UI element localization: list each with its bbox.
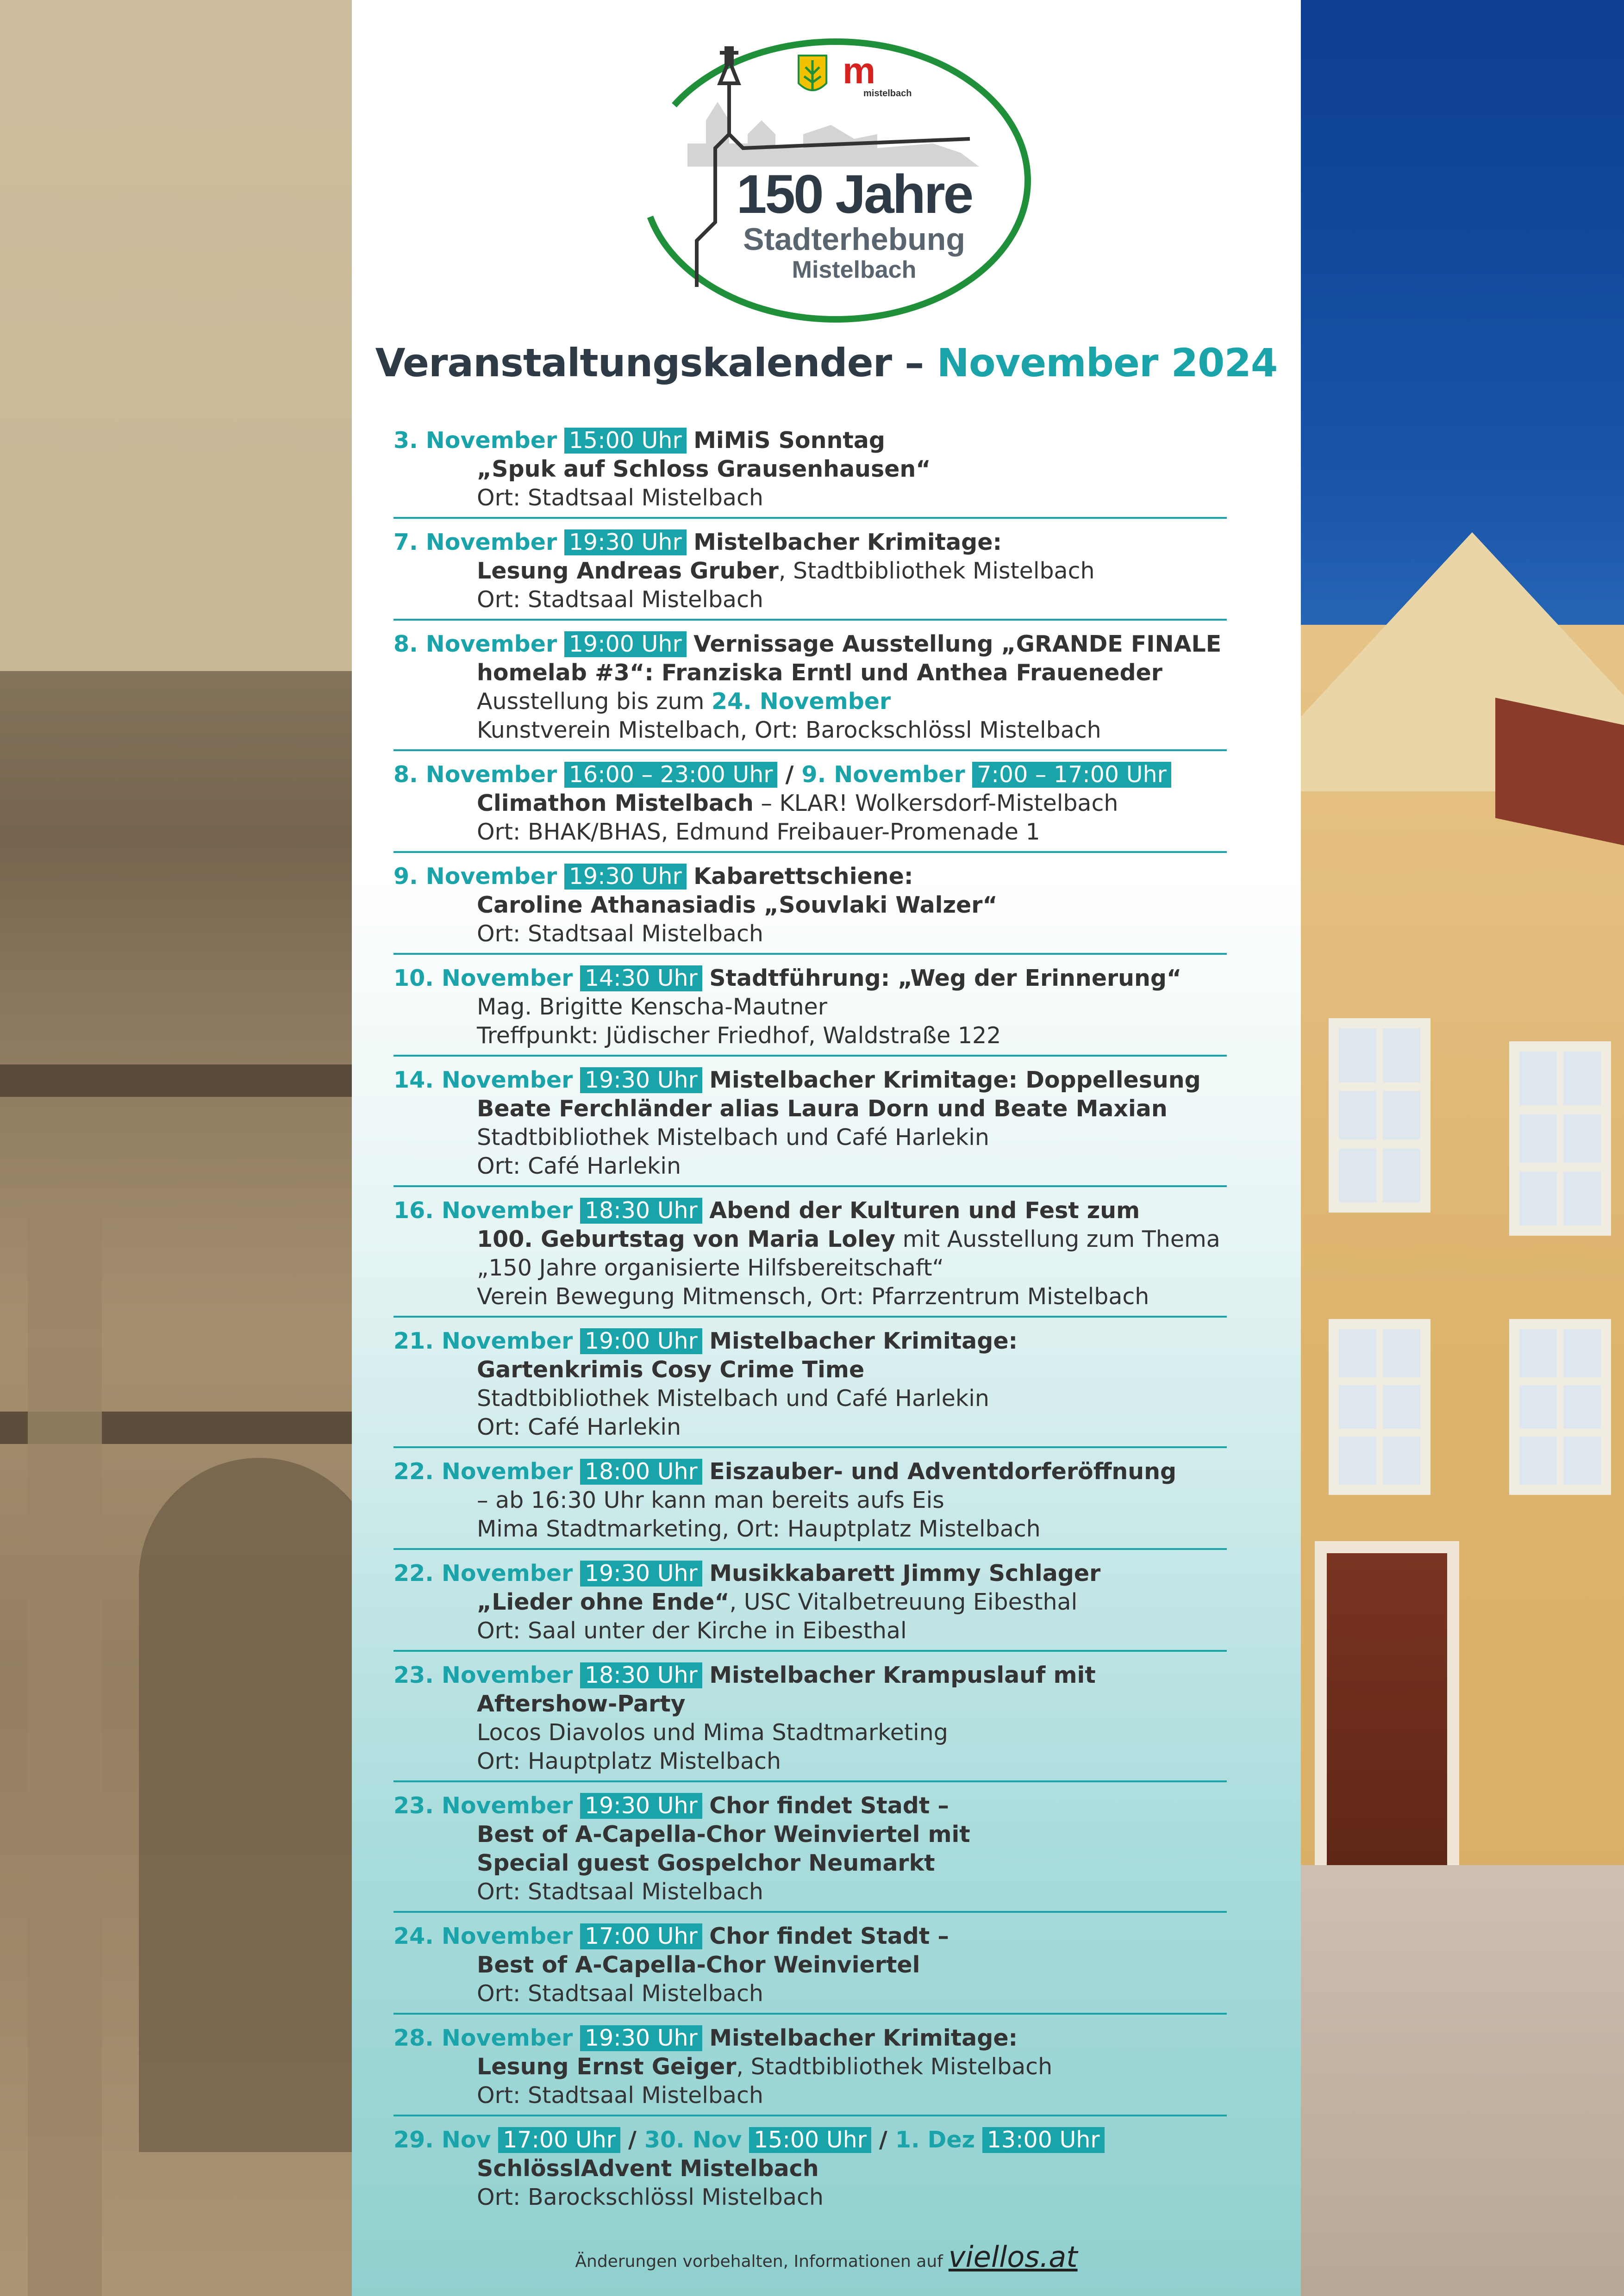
event-location: Ort: Stadtsaal Mistelbach [477,921,763,947]
event-detail: Beate Ferchländer alias Laura Dorn und Beate Maxian [477,1095,1168,1122]
event-time: 15:00 Uhr [564,428,687,454]
event-date: 14. November [394,1067,573,1093]
event-date: 30. Nov [644,2127,742,2153]
calendar-panel [352,0,1301,2296]
cornice-shape [0,1064,352,1097]
window-shape [1509,1041,1611,1236]
event-time: 19:00 Uhr [564,631,687,657]
date-separator: / [620,2127,644,2153]
logo-line2: Stadterhebung [743,222,965,257]
event-detail-bold: Lesung Andreas Gruber [477,558,779,584]
event-detail: , Stadtbibliothek Mistelbach [778,558,1095,584]
event-detail: mit Ausstellung zum Thema [895,1226,1220,1252]
event-detail: , Stadtbibliothek Mistelbach [736,2053,1053,2080]
website-link[interactable]: viellos.at [948,2240,1078,2274]
event-time: 16:00 – 23:00 Uhr [564,762,778,788]
background-photo-left [0,0,352,2296]
event-item [394,961,1227,1057]
event-time: 7:00 – 17:00 Uhr [972,762,1171,788]
event-item [394,627,1227,751]
event-detail: – KLAR! Wolkersdorf-Mistelbach [753,790,1118,816]
event-title: Chor findet Stadt – [709,1792,949,1819]
page-title [370,340,1282,386]
title-month: November 2024 [937,340,1278,386]
event-location: Ort: Stadtsaal Mistelbach [477,586,763,613]
event-detail-bold: „Lieder ohne Ende“ [477,1589,730,1615]
event-detail: homelab #3“: Franziska Erntl und Anthea Fraueneder [477,660,1162,686]
event-detail: Locos Diavolos und Mima Stadtmarketing [477,1719,948,1746]
event-item [394,423,1227,519]
archway-shape [139,1458,352,2152]
event-item [394,1789,1227,1913]
anniversary-logo-graphic [637,28,1035,333]
event-time: 19:30 Uhr [580,2025,702,2051]
event-item [394,525,1227,621]
anniversary-logo [637,28,1035,333]
event-time: 19:30 Uhr [580,1793,702,1819]
event-title: MiMiS Sonntag [693,427,885,454]
event-detail: – ab 16:30 Uhr kann man bereits aufs Eis [477,1487,944,1513]
event-item [394,1556,1227,1652]
event-location: Ort: Stadtsaal Mistelbach [477,2082,763,2109]
event-location: Mima Stadtmarketing, Ort: Hauptplatz Mistelbach [477,1516,1041,1542]
event-location: Verein Bewegung Mitmensch, Ort: Pfarrzentrum Mistelbach [477,1283,1149,1310]
event-title: Mistelbacher Krimitage: Doppellesung [709,1067,1201,1093]
event-date: 8. November [394,631,557,657]
window-shape [1509,1319,1611,1495]
event-title: Kabarettschiene: [693,863,913,890]
footer-note: Änderungen vorbehalten, Informationen auf [575,2252,943,2271]
event-date: 9. November [801,761,965,788]
pavement-shape [1301,1865,1624,2296]
event-detail: , USC Vitalbetreuung Eibesthal [729,1589,1078,1615]
event-list [394,423,1227,2223]
event-location: Ort: Saal unter der Kirche in Eibesthal [477,1618,907,1644]
event-location: Ort: Café Harlekin [477,1414,681,1440]
event-location: Ort: Café Harlekin [477,1153,681,1179]
event-time: 18:00 Uhr [580,1459,702,1485]
event-title: Climathon Mistelbach [477,790,754,816]
event-detail: „150 Jahre organisierte Hilfsbereitschaft“ [477,1255,944,1281]
title-part1: Veranstaltungskalender – [375,340,937,386]
event-location: Kunstverein Mistelbach, Ort: Barockschlössl Mistelbach [477,717,1101,743]
event-date: 8. November [394,761,557,788]
event-date: 9. November [394,863,557,890]
event-location: Ort: Hauptplatz Mistelbach [477,1748,781,1774]
event-end-date: 24. November [711,688,891,715]
event-item [394,859,1227,955]
event-location: Ort: Barockschlössl Mistelbach [477,2184,824,2210]
event-detail: Gartenkrimis Cosy Crime Time [477,1356,865,1383]
event-title: Eiszauber- und Adventdorferöffnung [709,1458,1177,1485]
event-date: 22. November [394,1560,573,1587]
event-date: 24. November [394,1923,573,1949]
event-detail-bold: Lesung Ernst Geiger [477,2053,737,2080]
logo-line3: Mistelbach [792,256,917,283]
event-detail: Mag. Brigitte Kenscha-Mautner [477,994,827,1020]
event-item [394,1324,1227,1448]
event-item [394,758,1227,853]
event-detail: Best of A-Capella-Chor Weinviertel [477,1952,920,1978]
event-time: 19:00 Uhr [580,1328,702,1354]
event-date: 23. November [394,1662,573,1688]
event-location: Ort: Stadtsaal Mistelbach [477,485,763,511]
event-title: Mistelbacher Krimitage: [709,1328,1018,1354]
event-title: Abend der Kulturen und Fest zum [709,1197,1140,1224]
event-item [394,1455,1227,1550]
event-title: SchlösslAdvent Mistelbach [477,2155,819,2182]
event-title: Mistelbacher Krampuslauf mit [709,1662,1096,1688]
event-detail: Aftershow-Party [477,1691,686,1717]
event-time: 17:00 Uhr [580,1923,702,1949]
event-date: 1. Dez [895,2127,975,2153]
footer [352,2240,1301,2274]
event-location: Ort: Stadtsaal Mistelbach [477,1980,763,2007]
event-date: 28. November [394,2025,573,2051]
event-title: Stadtführung: „Weg der Erinnerung“ [709,965,1182,991]
event-date: 3. November [394,427,557,454]
event-item [394,1919,1227,2015]
pillar-shape [28,1203,102,2296]
event-title: Musikkabarett Jimmy Schlager [709,1560,1101,1587]
event-item [394,1194,1227,1318]
event-detail: Stadtbibliothek Mistelbach und Café Harlekin [477,1124,989,1151]
event-detail: Ausstellung bis zum [477,688,712,715]
event-time: 19:30 Uhr [580,1067,702,1093]
event-detail-bold: 100. Geburtstag von Maria Loley [477,1226,896,1252]
svg-text:mistelbach: mistelbach [863,88,912,99]
event-item [394,1063,1227,1187]
window-shape [1329,1319,1430,1495]
event-time: 17:00 Uhr [498,2127,620,2153]
event-date: 10. November [394,965,573,991]
event-time: 13:00 Uhr [982,2127,1105,2153]
date-separator: / [871,2127,895,2153]
event-time: 18:30 Uhr [580,1662,702,1688]
event-item [394,1658,1227,1782]
door-shape [1315,1541,1459,1917]
event-detail: Special guest Gospelchor Neumarkt [477,1850,935,1876]
event-location: Ort: BHAK/BHAS, Edmund Freibauer-Promenade 1 [477,819,1040,845]
background-photo-right [1301,0,1624,2296]
event-item [394,2021,1227,2116]
event-time: 19:30 Uhr [564,529,687,555]
event-title: Mistelbacher Krimitage: [709,2025,1018,2051]
event-date: 22. November [394,1458,573,1485]
event-time: 14:30 Uhr [580,965,702,991]
event-date: 16. November [394,1197,573,1224]
event-title: Mistelbacher Krimitage: [693,529,1002,555]
mistelbach-brand-icon: m [843,50,876,91]
event-detail: Best of A-Capella-Chor Weinviertel mit [477,1821,970,1848]
date-separator: / [777,761,802,788]
event-detail: „Spuk auf Schloss Grausenhausen“ [477,456,931,482]
event-time: 15:00 Uhr [749,2127,871,2153]
event-date: 21. November [394,1328,573,1354]
logo-years: 150 Jahre [736,164,972,225]
event-date: 29. Nov [394,2127,491,2153]
event-date: 23. November [394,1792,573,1819]
event-title: Vernissage Ausstellung „GRANDE FINALE [693,631,1222,657]
event-detail: Caroline Athanasiadis „Souvlaki Walzer“ [477,892,998,918]
event-item [394,2123,1227,2216]
event-time: 19:30 Uhr [580,1561,702,1587]
event-time: 19:30 Uhr [564,864,687,890]
event-time: 18:30 Uhr [580,1198,702,1224]
event-location: Treffpunkt: Jüdischer Friedhof, Waldstraße 122 [477,1022,1001,1049]
event-detail: Stadtbibliothek Mistelbach und Café Harlekin [477,1385,989,1412]
window-shape [1329,1018,1430,1213]
event-date: 7. November [394,529,557,555]
event-title: Chor findet Stadt – [709,1923,949,1949]
event-location: Ort: Stadtsaal Mistelbach [477,1879,763,1905]
